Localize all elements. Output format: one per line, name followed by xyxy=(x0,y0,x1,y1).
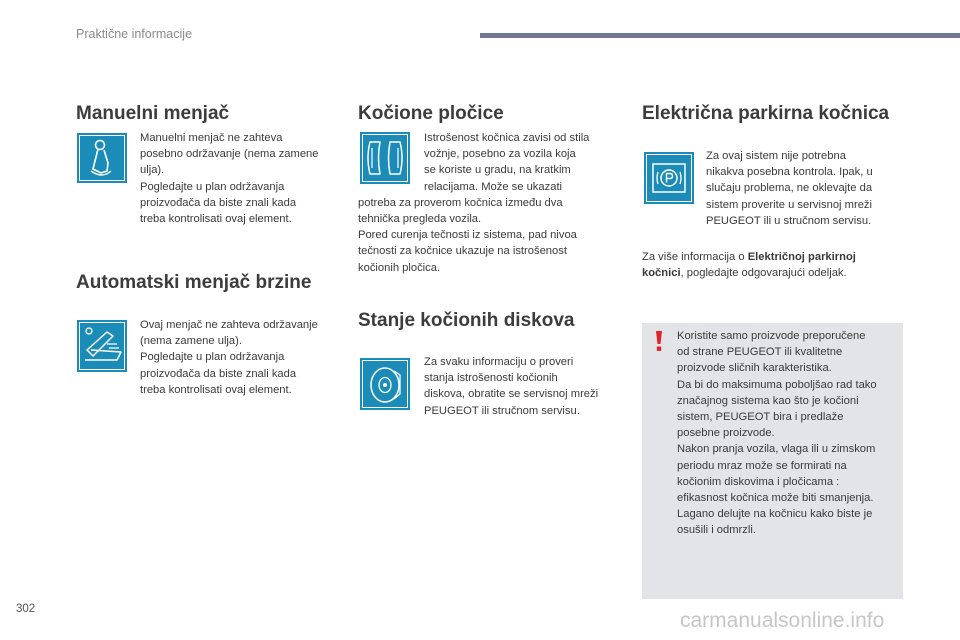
manual-gearbox-text: Manuelni menjač ne zahteva posebno održavanje (nema zamene ulja). Pogledajte u plan održavanja proizvođača da biste znali kada treba kontrolisati ovaj element. xyxy=(140,132,319,226)
parking-brake-more-info: Za više informacija o Električnoj parkirnoj kočnici, pogledajte odgovarajući odeljak. xyxy=(642,251,856,280)
watermark: carmanualsonline.info xyxy=(680,609,885,632)
brake-pads-title: Kočione pločice xyxy=(358,103,504,124)
brake-pads-text: Istrošenost kočnica zavisi od stila vožnje, posebno za vozila koja se koriste u gradu, na kratkim relacijama. Može se ukazati potreba za proverom kočnica između dva tehnička pregleda vozila. Pored curenja tečnosti iz sistema, pad nivoa tečnosti za kočnice ukazuje na istrošenost kočionih pločica. xyxy=(358,132,590,274)
brake-discs-text: Za svaku informaciju o proveri stanja istrošenosti kočionih diskova, obratite se servisnoj mreži PEUGEOT ili stručnom servisu. xyxy=(424,356,599,417)
header-section-label: Praktične informacije xyxy=(76,27,193,41)
header-bar xyxy=(480,33,960,38)
warning-exclamation-icon xyxy=(653,330,665,352)
manual-gearbox-icon xyxy=(77,133,127,183)
brake-discs-title: Stanje kočionih diskova xyxy=(358,310,575,331)
brake-disc-icon xyxy=(360,358,410,410)
parking-brake-text: Za ovaj sistem nije potrebna nikakva posebna kontrola. Ipak, u slučaju problema, ne oklevajte da sistem proverite u servisnoj mreži PEUGEOT ili u stručnom servisu. xyxy=(706,150,873,227)
warning-text: Koristite samo proizvode preporučene od strane PEUGEOT ili kvalitetne proizvode sličnih karakteristika. Da bi do maksimuma poboljšao rad tako značajnog sistema kao što je kočioni sistem, PEUGEOT bira i predlaže posebne proizvode. Nakon pranja vozila, vlaga ili u zimskom periodu mraz može se formirati na kočionim diskovima i pločicama : efikasnost kočnica može biti smanjenja. Lagano delujte na kočnicu kako biste je osušili i odmrzli. xyxy=(677,330,877,537)
parking-brake-icon xyxy=(644,152,694,204)
manual-gearbox-title: Manuelni menjač xyxy=(76,103,230,124)
page-number: 302 xyxy=(16,603,36,615)
automatic-gearbox-text: Ovaj menjač ne zahteva održavanje (nema zamene ulja). Pogledajte u plan održavanja proizvođača da biste znali kada treba kontrolisati ovaj element. xyxy=(140,319,318,396)
automatic-gearbox-title: Automatski menjač brzine xyxy=(76,272,312,293)
automatic-gearbox-icon xyxy=(77,320,127,372)
parking-brake-title: Električna parkirna kočnica xyxy=(642,103,890,124)
